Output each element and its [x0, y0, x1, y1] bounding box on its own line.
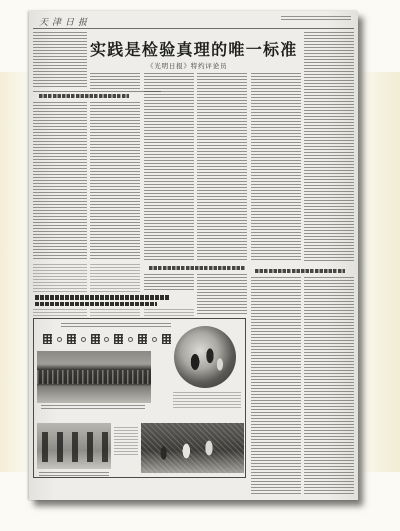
banner-dot	[128, 337, 133, 342]
section-rule	[33, 91, 161, 92]
body-text-column	[33, 32, 87, 89]
banner-dot	[81, 337, 86, 342]
banner-row	[43, 333, 171, 345]
body-text-column	[251, 73, 301, 261]
body-text-column	[90, 102, 140, 261]
body-text-column	[33, 102, 87, 261]
body-text-column	[144, 309, 194, 317]
photo-caption	[114, 427, 138, 457]
banner-glyph	[43, 334, 52, 344]
section-subheading	[39, 94, 129, 98]
header-rule	[33, 28, 354, 29]
body-text-column	[33, 309, 87, 317]
photo-goal-action	[141, 423, 244, 473]
article-subheading	[149, 266, 245, 270]
body-text-column	[33, 264, 87, 292]
bold-subheading	[35, 302, 157, 306]
photo-caption	[173, 392, 241, 410]
photo-box-caption	[61, 323, 171, 328]
photo-feature-box	[33, 318, 246, 478]
photo-caption	[41, 405, 145, 411]
banner-dot	[152, 337, 157, 342]
photo-caption	[39, 472, 109, 476]
body-text-column	[304, 32, 354, 261]
banner-glyph	[67, 334, 76, 344]
photo-round-action	[174, 326, 236, 388]
date-line	[281, 16, 351, 22]
body-text-column	[144, 73, 194, 261]
banner-glyph	[138, 334, 147, 344]
banner-glyph	[162, 334, 171, 344]
article-subheading	[255, 269, 345, 273]
bold-subheading	[35, 295, 169, 300]
headline: 实践是检验真理的唯一标准	[90, 40, 298, 59]
photo-team-lineup	[37, 351, 151, 403]
masthead: 天津日报	[39, 18, 92, 28]
banner-dot	[104, 337, 109, 342]
banner-dot	[57, 337, 62, 342]
body-text-column	[251, 277, 301, 495]
body-text-column	[144, 274, 194, 292]
byline: 《光明日报》特约评论员	[147, 62, 228, 70]
body-text-column	[304, 277, 354, 495]
body-text-column	[90, 264, 140, 292]
body-text-column	[90, 309, 140, 317]
banner-glyph	[91, 334, 100, 344]
photo-players	[37, 423, 111, 469]
body-text-column	[197, 73, 247, 261]
newspaper-page	[29, 11, 358, 500]
body-text-column	[197, 274, 247, 316]
banner-glyph	[114, 334, 123, 344]
body-text-column	[90, 73, 140, 90]
